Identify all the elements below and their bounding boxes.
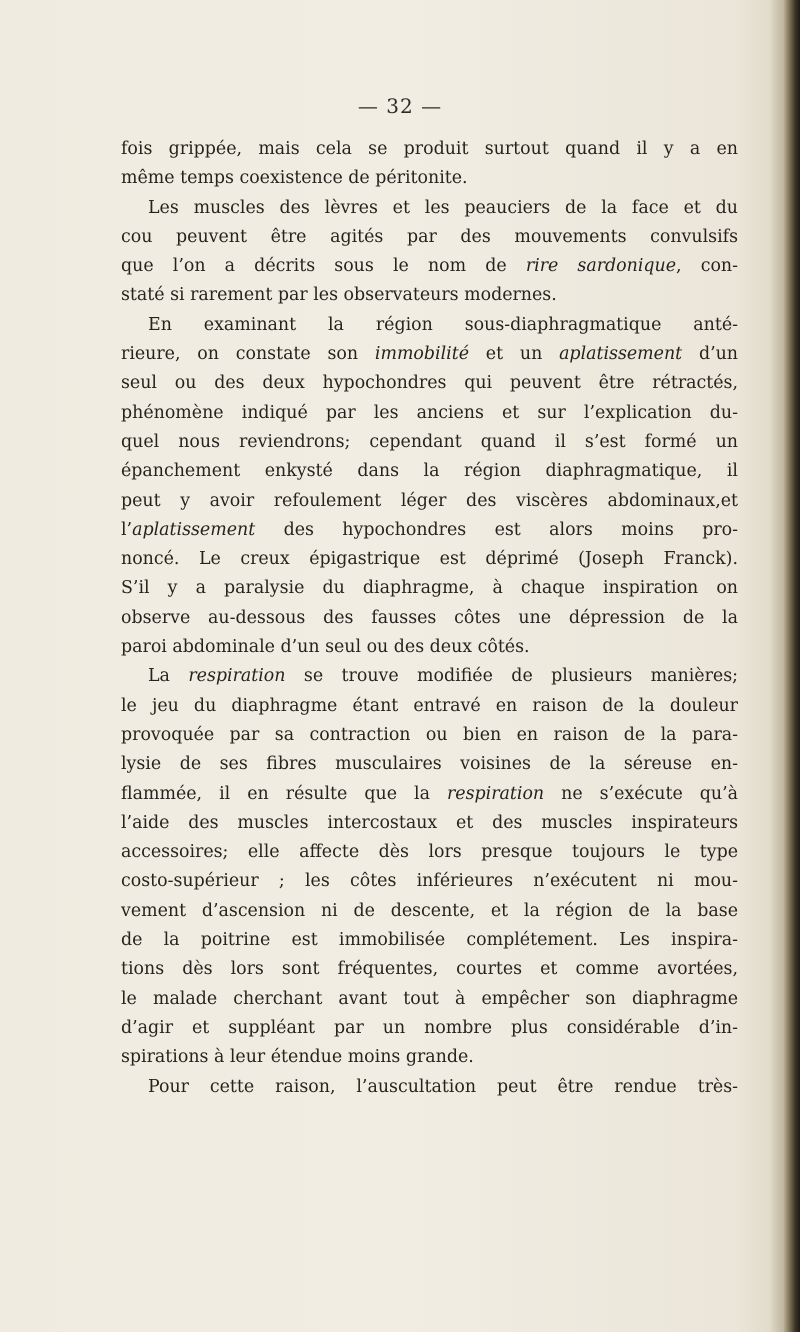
text-line: le malade cherchant avant tout à empêcher son diaphragme — [121, 988, 738, 1009]
text-line: même temps coexistence de péritonite. — [121, 168, 468, 189]
text-line: accessoires; elle affecte dès lors presque toujours le type — [121, 842, 738, 863]
text-line: Les muscles des lèvres et les peauciers de la face et du — [148, 197, 738, 218]
text-line: d’agir et suppléant par un nombre plus considérable d’in- — [121, 1017, 738, 1038]
text-line: seul ou des deux hypochondres qui peuvent être rétractés, — [121, 373, 738, 394]
page-edge-shadow — [770, 0, 784, 1332]
text-line: phénomène indiqué par les anciens et sur l’explication du- — [121, 402, 738, 423]
body-text — [121, 135, 738, 1102]
text-line: S’il y a paralysie du diaphragme, à chaque inspiration on — [121, 578, 738, 599]
text-line: que l’on a décrits sous le nom de rire sardonique, con- — [121, 256, 738, 277]
text-line: peut y avoir refoulement léger des viscères abdominaux,et — [121, 490, 738, 511]
text-line: cou peuvent être agités par des mouvements convulsifs — [121, 226, 738, 247]
text-line: observe au-dessous des fausses côtes une dépression de la — [121, 607, 738, 628]
text-line: provoquée par sa contraction ou bien en raison de la para- — [121, 724, 738, 745]
text-line: staté si rarement par les observateurs modernes. — [121, 285, 557, 306]
text-line: épanchement enkysté dans la région diaphragmatique, il — [121, 461, 738, 482]
text-line: Pour cette raison, l’auscultation peut être rendue très- — [148, 1076, 738, 1097]
text-line: En examinant la région sous-diaphragmatique anté- — [148, 314, 738, 335]
text-line: rieure, on constate son immobilité et un aplatissement d’un — [121, 344, 739, 365]
text-line: tions dès lors sont fréquentes, courtes et comme avortées, — [121, 959, 738, 980]
text-line: La respiration se trouve modifiée de plusieurs manières; — [148, 666, 738, 687]
page-number: — 32 — — [357, 94, 443, 118]
book-spine-edge — [784, 0, 800, 1332]
text-line: le jeu du diaphragme étant entravé en raison de la douleur — [121, 695, 738, 716]
text-line: quel nous reviendrons; cependant quand il s’est formé un — [121, 431, 738, 452]
text-line: noncé. Le creux épigastrique est déprimé (Joseph Franck). — [121, 549, 738, 570]
text-line: l’aplatissement des hypochondres est alors moins pro- — [121, 519, 738, 540]
text-line: de la poitrine est immobilisée complétement. Les inspira- — [121, 930, 738, 951]
text-line: spirations à leur étendue moins grande. — [121, 1047, 474, 1068]
text-line: costo-supérieur ; les côtes inférieures n’exécutent ni mou- — [121, 871, 738, 892]
text-line: paroi abdominale d’un seul ou des deux côtés. — [121, 637, 530, 658]
text-line: vement d’ascension ni de descente, et la région de la base — [121, 900, 738, 921]
text-line: fois grippée, mais cela se produit surtout quand il y a en — [121, 139, 738, 159]
text-line: flammée, il en résulte que la respiration ne s’exécute qu’à — [121, 783, 738, 804]
text-line: lysie de ses fibres musculaires voisines de la séreuse en- — [121, 754, 738, 775]
text-line: l’aide des muscles intercostaux et des muscles inspirateurs — [121, 812, 738, 833]
